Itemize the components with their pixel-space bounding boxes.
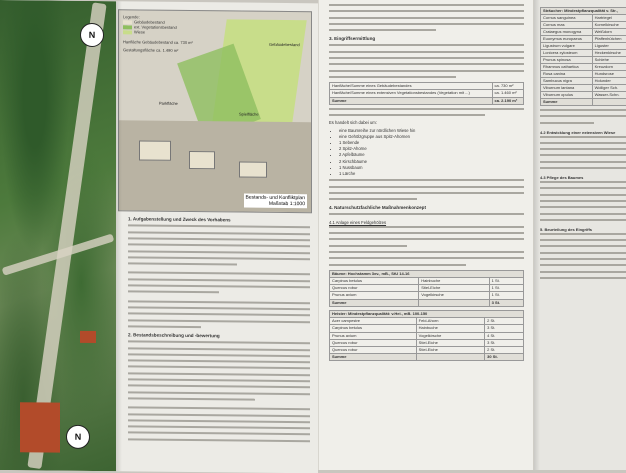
section-heading: 4. Naturschutzfachliche Maßnahmenkonzept (329, 205, 524, 211)
legend-title: Legende: (123, 14, 195, 20)
section-heading: 2. Bestandsbeschreibung und -bewertung (128, 332, 310, 340)
table-row: Hanfläche/Summe eines Gebäudebestandes ca. 730 m² (330, 83, 524, 90)
table-row: Summe ca. 2.190 m² (330, 97, 524, 104)
parcel-label: Gebäudebestand (269, 42, 300, 47)
area-label: Hanfläche Gebäudebestand ca. 730 m² (123, 39, 195, 45)
map-legend (123, 14, 195, 53)
parcel-label: Spielfläche (239, 112, 259, 117)
map-title: Bestands- und Konfliktplan (246, 195, 305, 202)
shrub-list-table: Sträucher: Mindestpflanzqualität v. Str., Cornus sanguinea Hartriegel Cornus mas Kornelkirsche Crataegus monogyna Weißdorn Euonymus europaeus Pfaffenhütchen Ligustrum vulgare Liguster Lonicera xylosteum Heckenkirsche Prunus spinosa Schlehe Rhamnus cathartica Kreuzdorn Rosa canina Hundsrose Sambucus nigra Holunder Viburnum lantana Wolliger Sch. Viburnum opulus Wasser-Schn. Summe (540, 7, 626, 106)
section-heading: 4.2 Entwicklung einer extensiven Wiese (540, 130, 626, 136)
table-row: Rhamnus cathartica Kreuzdorn (541, 64, 626, 71)
table-row: Summe 3 St. (330, 299, 524, 306)
table-row: Euonymus europaeus Pfaffenhütchen (541, 36, 626, 43)
table-row: Hanfläche/Summe eines extensiven Vegetationsbestandes (Vegetation mit ...) ca. 1.460 m² (330, 90, 524, 97)
table-row: Quercus robur Stiel-Eiche 1 St. (330, 285, 524, 292)
section-heading: 3. Eingriffsermittlung (329, 36, 524, 42)
table-row: Sambucus nigra Holunder (541, 78, 626, 85)
legend-item: Gebäudebestand (123, 19, 195, 25)
table-row: Prunus spinosa Schlehe (541, 57, 626, 64)
section-heading: 1. Aufgabenstellung und Zweck des Vorhabens (128, 216, 310, 224)
shrub-table: Heister: Mindestpflanzqualität: v.Hei., mB. 100-150 Acer campestre Feld-Ahorn 2 St. Carpinus betulus Hainbuche 3 St. Prunus avium Vogelkirsche 4 St. Quercus robur Stiel-Eiche 3 St. Quercus robur Stiel-Eiche 2 St. Summe 30 St. (329, 310, 524, 361)
table-row: Prunus avium Vogelkirsche 4 St. (330, 332, 524, 339)
table-row: Viburnum lantana Wolliger Sch. (541, 85, 626, 92)
section-heading: 4.3 Pflege des Baumes (540, 175, 626, 181)
parcel-label: Parkfläche (159, 101, 178, 106)
table-row: Lonicera xylosteum Heckenkirsche (541, 50, 626, 57)
table-row: Summe (541, 99, 626, 106)
right-body-text (540, 4, 626, 283)
area-label: Gestaltungsfläche ca. 1.490 m² (123, 47, 195, 53)
table-row: Viburnum opulus Wasser-Schn. (541, 92, 626, 99)
middle-body-text (329, 4, 524, 364)
legend-item: ext. Vegetationsbestand (123, 24, 195, 30)
legend-item: Wiese (123, 29, 195, 35)
tree-list: • eine Baumreihe zur nördlichen Wiese hin • eine Gehölzgruppe aus Spitz-Ahornen • 1 Sebende • 2 Spitz-Ahorne • 2 Apfelbäume • 2 Kirschbäume • 1 Nussbaum • 1 Lärche (339, 128, 524, 178)
tree-table: Bäume: Hochstamm 3xv., mB., StU 14-16 Carpinus betulus Hainbuche 1 St. Quercus robur Stiel-Eiche 1 St. Prunus avium Vogelkirsche 1 St. Summe 3 St. (329, 270, 524, 307)
site-plan-map (118, 9, 312, 213)
aerial-photo (0, 0, 116, 471)
table-row: Acer campestre Feld-Ahorn 2 St. (330, 318, 524, 325)
subsection-heading: 4.1 Anlage eines Feldgehölzes (329, 220, 524, 226)
middle-page (318, 0, 534, 470)
table-row: Prunus avium Vogelkirsche 1 St. (330, 292, 524, 299)
north-arrow-icon: N (66, 425, 90, 449)
right-page (533, 0, 626, 470)
section-heading: 5. Beurteilung des Eingriffs (540, 227, 626, 233)
map-scale: Maßstab 1:1000 (246, 201, 305, 208)
map-title-block (244, 194, 307, 209)
table-row: Crataegus monogyna Weißdorn (541, 29, 626, 36)
list-intro: Es handelt sich dabei um: (329, 120, 524, 126)
table-row: Carpinus betulus Hainbuche 1 St. (330, 278, 524, 285)
north-arrow-icon: N (80, 23, 104, 47)
table-row: Cornus mas Kornelkirsche (541, 22, 626, 29)
table-row: Carpinus betulus Hainbuche 3 St. (330, 325, 524, 332)
table-row: Ligustrum vulgare Liguster (541, 43, 626, 50)
table-row: Quercus robur Stiel-Eiche 3 St. (330, 339, 524, 346)
table-row: Rosa canina Hundsrose (541, 71, 626, 78)
left-body-text (128, 211, 310, 446)
table-row: Cornus sanguinea Hartriegel (541, 15, 626, 22)
table-row: Quercus robur Stiel-Eiche 2 St. (330, 346, 524, 353)
area-table (329, 82, 524, 105)
table-row: Summe 30 St. (330, 354, 524, 361)
